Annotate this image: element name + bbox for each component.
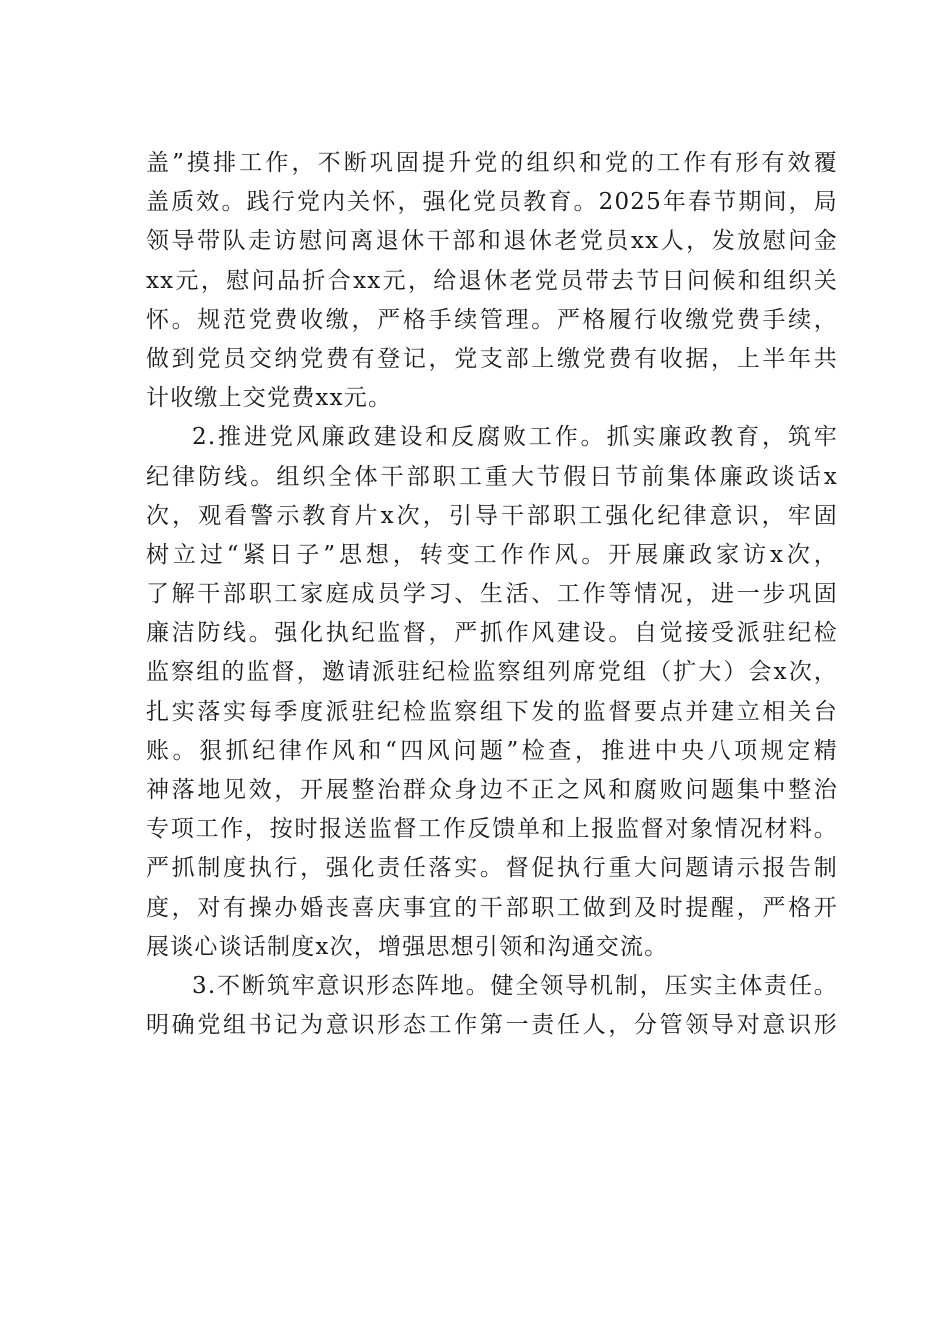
text-line: xx元，慰问品折合xx元，给退休老党员带去节日问候和组织关 — [146, 267, 838, 294]
text-line: 账。狠抓纪律作风和“四风问题”检查，推进中央八项规定精 — [146, 737, 838, 764]
text-line: 廉洁防线。强化执纪监督，严抓作风建设。自觉接受派驻纪检 — [146, 620, 838, 647]
text-line: 次，观看警示教育片x次，引导干部职工强化纪律意识，牢固 — [146, 502, 838, 529]
text-line: 纪律防线。组织全体干部职工重大节假日节前集体廉政谈话x — [146, 463, 838, 490]
text-line: 怀。规范党费收缴，严格手续管理。严格履行收缴党费手续， — [146, 306, 838, 333]
text-line: 明确党组书记为意识形态工作第一责任人，分管领导对意识形 — [146, 1012, 838, 1039]
document-body-text — [146, 144, 838, 1045]
text-line: 展谈心谈话制度x次，增强思想引领和沟通交流。 — [146, 933, 669, 960]
text-line: 领导带队走访慰问离退休干部和退休老党员xx人，发放慰问金 — [146, 228, 838, 255]
text-line: 扎实落实每季度派驻纪检监察组下发的监督要点并建立相关台 — [146, 698, 838, 725]
text-line: 盖质效。践行党内关怀，强化党员教育。2025年春节期间，局 — [146, 189, 838, 216]
text-line: 了解干部职工家庭成员学习、生活、工作等情况，进一步巩固 — [146, 581, 838, 608]
text-line: 监察组的监督，邀请派驻纪检监察组列席党组（扩大）会x次， — [146, 659, 838, 686]
text-line: 盖”摸排工作，不断巩固提升党的组织和党的工作有形有效覆 — [146, 150, 838, 176]
text-line: 度，对有操办婚丧喜庆事宜的干部职工做到及时提醒，严格开 — [146, 894, 838, 921]
text-line: 树立过“紧日子”思想，转变工作作风。开展廉政家访x次， — [146, 541, 838, 568]
text-line: 3.不断筑牢意识形态阵地。健全领导机制，压实主体责任。 — [192, 972, 838, 999]
text-line: 做到党员交纳党费有登记，党支部上缴党费有收据，上半年共 — [146, 345, 838, 372]
text-line: 计收缴上交党费xx元。 — [146, 385, 393, 412]
text-line: 2.推进党风廉政建设和反腐败工作。抓实廉政教育，筑牢 — [192, 424, 838, 451]
text-line: 神落地见效，开展整治群众身边不正之风和腐败问题集中整治 — [146, 777, 838, 803]
text-line: 专项工作，按时报送监督工作反馈单和上报监督对象情况材料。 — [146, 816, 838, 843]
text-line: 严抓制度执行，强化责任落实。督促执行重大问题请示报告制 — [146, 855, 838, 882]
